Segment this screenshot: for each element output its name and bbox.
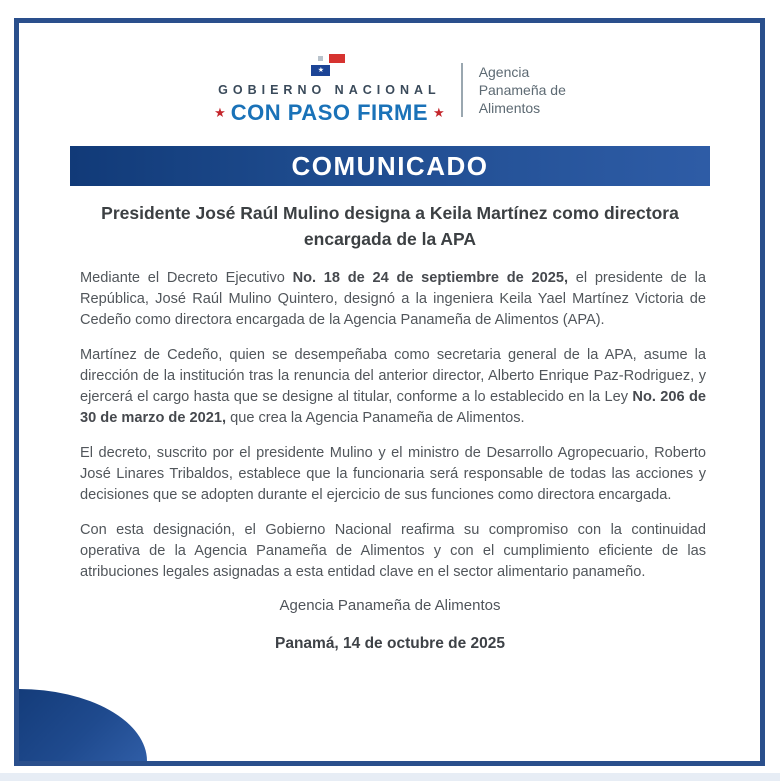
comunicado-title: COMUNICADO [291, 150, 489, 181]
text-segment: Martínez de Cedeño, quien se desempeñaba como secretaria general de la APA, asume la dirección de la institución tras la renuncia del anterior director, Alberto Enrique Paz-Rodriguez, y ejercerá el cargo hasta que se designe al titular, conforme a lo establecido en la Ley [80, 347, 706, 405]
headline: Presidente José Raúl Mulino designa a Keila Martínez como directora encargada de la APA [101, 203, 679, 249]
text-segment: Mediante el Decreto Ejecutivo [80, 270, 293, 286]
agency-name-line2: Panameña de [478, 82, 566, 98]
logo-wordmark [214, 54, 445, 126]
agency-name-line1: Agencia [478, 64, 530, 80]
logo-divider-line [461, 63, 463, 117]
star-icon-left: ★ [214, 105, 226, 120]
text-segment: El decreto, suscrito por el presidente Mulino y el ministro de Desarrollo Agropecuario, Roberto José Linares Tribaldos, establece que la funcionaria será responsable de todas las acciones y decisiones que se adopten durante el ejercicio de sus funciones como directora encargada. [80, 445, 706, 503]
panama-flag-icon [311, 54, 347, 78]
bottom-left-corner-decoration [19, 689, 147, 761]
signature-line: Agencia Panameña de Alimentos [279, 597, 501, 614]
government-logo [0, 0, 780, 126]
slogan-row [214, 100, 445, 126]
gobierno-nacional-label: GOBIERNO NACIONAL [218, 83, 441, 97]
con-paso-firme-label: CON PASO FIRME [230, 100, 429, 125]
flag-red-rectangle [329, 54, 345, 63]
flag-star-icon: ★ [317, 67, 325, 74]
flag-gray-square [318, 56, 323, 61]
bottom-edge-strip [0, 773, 780, 781]
flag-blue-rectangle [311, 65, 330, 76]
text-segment: el presidente de la República, José Raúl Mulino Quintero, designó a la ingeniera Keila Yael Martínez Victoria de Cedeño como directora encargada de la Agencia Panameña de Alimentos (APA). [80, 270, 706, 328]
paragraph-1 [80, 268, 706, 331]
comunicado-banner [70, 146, 710, 186]
paragraph-3 [80, 443, 706, 506]
bold-text-segment: No. 18 de 24 de septiembre de 2025, [292, 270, 569, 286]
paragraph-2 [80, 345, 706, 429]
paragraph-4 [80, 520, 706, 583]
dateline: Panamá, 14 de octubre de 2025 [274, 635, 506, 652]
agency-name-block [479, 63, 566, 117]
body-text [80, 268, 706, 583]
text-segment: Con esta designación, el Gobierno Nacional reafirma su compromiso con la continuidad operativa de la Agencia Panameña de Alimentos y con el cumplimiento eficiente de las atribuciones legales asignadas a esta entidad clave en el sector alimentario panameño. [80, 522, 706, 580]
text-segment: que crea la Agencia Panameña de Alimentos. [226, 410, 525, 426]
bold-text-segment: No. 206 de 30 de marzo de 2021, [80, 389, 707, 426]
agency-name-line3: Alimentos [478, 100, 541, 116]
star-icon-right: ★ [433, 105, 445, 120]
